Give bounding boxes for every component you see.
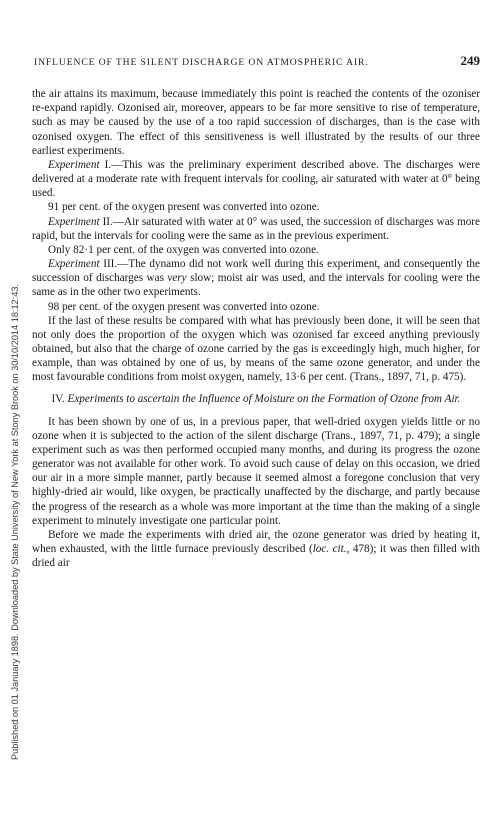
paragraph-result-2: Only 82·1 per cent. of the oxygen was converted into ozone.	[48, 243, 319, 256]
side-note-text: Published on 01 January 1898. Downloaded by State University of New York at Stony Brook on 30/10/2014 18:12:43.	[10, 283, 20, 760]
page-number: 249	[460, 53, 480, 68]
paragraph-section-2: Before we made the experiments with dried air, the ozone generator was dried by heating it, when exhausted, with the little furnace previously described (loc. cit., 478); it was then filled with dried air	[32, 528, 480, 570]
side-note	[4, 20, 20, 760]
paragraph-section-1: It has been shown by one of us, in a previous paper, that well-dried oxygen yields little or no ozone when it is subjected to the action of the silent discharge (Trans., 1897, 71, p. 479); a single experiment such as was then performed occupied many months, and during its progress the ozone generator was not available for other work. To avoid such cause of delay on this occasion, we dried our air in a more simple manner, partly because it seemed almost a foregone conclusion that very highly-dried air would, like oxygen, be practically unaffected by the discharge, and partly because the progress of the research as a whole was more important at the time than the making of a single experiment to minutely investigate one particular point.	[32, 415, 480, 527]
section-title: Experiments to ascertain the Influence of Moisture on the Formation of Ozone from Air.	[67, 393, 461, 406]
paragraph-comparison: If the last of these results be compared with what has previously been done, it will be seen that not only does the proportion of the oxygen which was ozonised far exceed anything previously obtained, but also that the charge of ozone carried by the gas is exceedingly high, much higher, for example, than was obtained by one of us, by means of the same ozone generator, and under the most favourable conditions from moist oxygen, namely, 13·6 per cent. (Trans., 1897, 71, p. 475).	[32, 314, 480, 384]
paragraph-experiment-1: Experiment I.—This was the preliminary experiment described above. The discharges were delivered at a moderate rate with frequent intervals for cooling, air saturated with water at 0° being used.	[32, 158, 480, 200]
page	[32, 54, 480, 570]
paragraph-result-1: 91 per cent. of the oxygen present was converted into ozone.	[48, 201, 320, 214]
running-title: INFLUENCE OF THE SILENT DISCHARGE ON ATMOSPHERIC AIR.	[34, 57, 369, 68]
running-header	[32, 54, 480, 70]
paragraph-experiment-2: Experiment II.—Air saturated with water at 0° was used, the succession of discharges was more rapid, but the intervals for cooling were the same as in the previous experiment.	[32, 215, 480, 242]
section-heading	[32, 392, 480, 406]
experiment-label: Experiment	[48, 158, 100, 171]
section-number: IV.	[51, 393, 65, 406]
experiment-label: Experiment	[48, 215, 100, 228]
paragraph-result-3: 98 per cent. of the oxygen present was converted into ozone.	[48, 300, 320, 313]
paragraph-1: the air attains its maximum, because immediately this point is reached the contents of the ozoniser re-expand rapidly. Ozonised air, moreover, appears to be far more sensitive to rise of temperature, such as may be caused by the use of a too rapid succession of discharges, than is the case with ozonised oxygen. The effect of this sensitiveness is well illustrated by the results of our three earliest experiments.	[32, 88, 480, 157]
paragraph-experiment-3: Experiment III.—The dynamo did not work well during this experiment, and consequently the succession of discharges was very slow; moist air was used, and the intervals for cooling were the same as in the other two experiments.	[32, 258, 480, 299]
experiment-label: Experiment	[48, 258, 100, 271]
